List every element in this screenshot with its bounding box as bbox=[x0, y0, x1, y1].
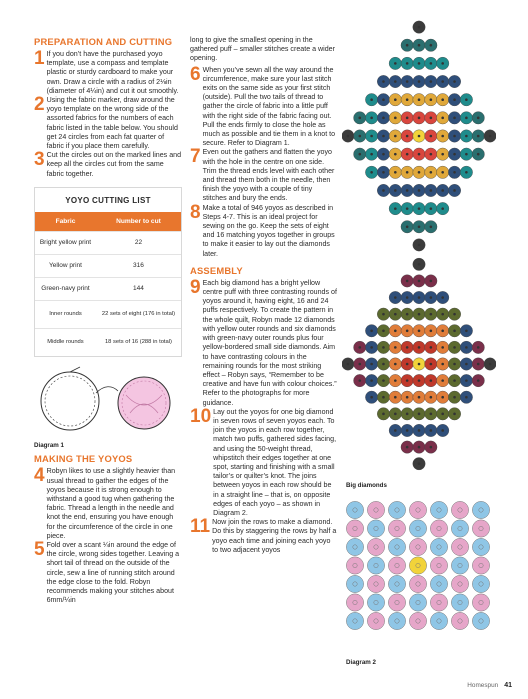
yoyo-center bbox=[418, 207, 421, 210]
diagram-yoyo bbox=[472, 612, 489, 629]
yoyo-center bbox=[453, 363, 456, 366]
diagram-yoyo bbox=[451, 538, 468, 555]
yoyo-center bbox=[370, 171, 373, 174]
diagram-yoyo bbox=[430, 501, 447, 518]
diagram-yoyo bbox=[409, 501, 426, 518]
diagram-yoyo bbox=[409, 538, 426, 555]
yoyo-center bbox=[394, 171, 397, 174]
yoyo-center bbox=[418, 379, 421, 382]
yoyo-center bbox=[382, 189, 385, 192]
table-row bbox=[35, 328, 181, 356]
yoyo-center bbox=[430, 98, 433, 101]
assembly-heading: ASSEMBLY bbox=[190, 264, 243, 276]
table-cell: 22 bbox=[96, 231, 181, 254]
yoyo-center bbox=[382, 98, 385, 101]
yoyo-center bbox=[418, 171, 421, 174]
yoyo-center bbox=[406, 296, 409, 299]
yoyo-center bbox=[394, 313, 397, 316]
table-title: YOYO CUTTING LIST bbox=[65, 195, 151, 205]
yoyo-center bbox=[465, 346, 468, 349]
yoyos-heading: MAKING THE YOYOS bbox=[34, 453, 133, 465]
yoyo-center bbox=[347, 135, 350, 138]
yoyo-center bbox=[406, 62, 409, 65]
yoyo-center bbox=[418, 296, 421, 299]
instruction-step bbox=[34, 96, 182, 151]
yoyo-center bbox=[489, 135, 492, 138]
yoyo-center bbox=[430, 171, 433, 174]
yoyo-center bbox=[347, 363, 350, 366]
yoyo-center bbox=[418, 62, 421, 65]
instruction-step bbox=[190, 518, 338, 555]
step-text: Even out the gathers and flatten the yoyo with the hole in the centre on one side. Trim the thread ends level with each other and thread them both in the needle, then finish the yoyo with a couple of tiny stitches and bury the ends. bbox=[202, 148, 335, 203]
yoyo-center bbox=[382, 117, 385, 120]
step-number: 8 bbox=[190, 201, 201, 223]
yoyo-center bbox=[465, 379, 468, 382]
yoyo-center bbox=[430, 363, 433, 366]
big-diamonds-caption: Big diamonds bbox=[346, 482, 387, 489]
diagram-yoyo bbox=[451, 594, 468, 611]
yoyo-center bbox=[394, 396, 397, 399]
yoyo-center bbox=[418, 363, 421, 366]
yoyo-center bbox=[441, 313, 444, 316]
yoyo-steps bbox=[34, 467, 182, 605]
table-cell: Yellow print bbox=[35, 254, 96, 277]
yoyo-center bbox=[370, 363, 373, 366]
diagram-yoyo bbox=[430, 575, 447, 592]
yoyo-center bbox=[430, 80, 433, 83]
diagram-yoyo bbox=[367, 501, 384, 518]
instruction-step bbox=[190, 148, 338, 203]
yoyo-center bbox=[394, 117, 397, 120]
yoyo-center bbox=[394, 296, 397, 299]
instruction-step bbox=[190, 63, 338, 149]
yoyo-center bbox=[441, 296, 444, 299]
yoyo-center bbox=[406, 413, 409, 416]
table-header-fabric: Fabric bbox=[35, 212, 96, 232]
yoyo-center bbox=[465, 117, 468, 120]
diagram-yoyo bbox=[388, 575, 405, 592]
yoyo-center bbox=[394, 189, 397, 192]
yoyo-center bbox=[430, 44, 433, 47]
yoyo-center bbox=[441, 207, 444, 210]
table-row bbox=[35, 277, 181, 300]
table-row bbox=[35, 300, 181, 328]
diagram-yoyo bbox=[451, 501, 468, 518]
diagram-yoyo bbox=[346, 557, 363, 574]
diagram-yoyo bbox=[430, 612, 447, 629]
step-number: 10 bbox=[190, 405, 212, 427]
magazine-name: Homespun bbox=[467, 682, 499, 689]
yoyo-center bbox=[477, 363, 480, 366]
table-cell: 22 sets of eight (176 in total) bbox=[96, 300, 181, 328]
yoyo-center bbox=[441, 189, 444, 192]
yoyo-center bbox=[465, 329, 468, 332]
yoyo-center bbox=[441, 135, 444, 138]
step-text: Lay out the yoyos for one big diamond in seven rows of seven yoyos each. To join the yoyos in each row together, match two puffs, gathered sides facing, and using the 50-weight thread, whipstitch their edges together at one spot, starting and finishing with a small tailor’s or quilter’s knot. The joins between yoyos in each row should be in a straight line – that is, on opposite edges of each yoyo – as shown in Diagram 2. bbox=[213, 407, 337, 517]
diagram-yoyo bbox=[472, 538, 489, 555]
yoyo-center bbox=[394, 62, 397, 65]
yoyo-center bbox=[406, 396, 409, 399]
yoyo-center bbox=[453, 346, 456, 349]
yoyo-center bbox=[370, 98, 373, 101]
yoyo-center bbox=[418, 329, 421, 332]
diagram-1-caption: Diagram 1 bbox=[34, 442, 64, 450]
yoyo-center bbox=[418, 313, 421, 316]
instruction-step bbox=[34, 467, 182, 541]
step-number: 1 bbox=[34, 48, 45, 69]
yoyo-center bbox=[441, 329, 444, 332]
yoyo-center bbox=[430, 329, 433, 332]
yoyo-center bbox=[382, 80, 385, 83]
column-2 bbox=[190, 36, 338, 555]
yoyo-center bbox=[430, 280, 433, 283]
diagram-yoyo bbox=[430, 557, 447, 574]
yoyo-center bbox=[406, 189, 409, 192]
yoyo-center bbox=[441, 153, 444, 156]
instruction-step bbox=[34, 50, 182, 96]
yoyo-center bbox=[453, 396, 456, 399]
diagram-1 bbox=[34, 365, 182, 450]
yoyo-center bbox=[358, 346, 361, 349]
yoyo-stitch-illustration bbox=[34, 365, 182, 437]
diagram-yoyo bbox=[409, 612, 426, 629]
yoyo-center bbox=[418, 153, 421, 156]
diagram-yoyo bbox=[388, 557, 405, 574]
page-footer bbox=[467, 682, 512, 689]
diagram-yoyo bbox=[388, 612, 405, 629]
cutting-list-table bbox=[34, 187, 182, 358]
step-text: If you don’t have the purchased yoyo template, use a compass and template plastic or sturdy cardboard to make your own. Draw a circle with a radius of 2⅛in (diameter of 4¼in) and cut it out smoothly. bbox=[46, 50, 179, 95]
diagram-yoyo bbox=[472, 557, 489, 574]
yoyo-center bbox=[441, 171, 444, 174]
yoyo-center bbox=[382, 135, 385, 138]
diagram-yoyo bbox=[430, 594, 447, 611]
yoyo-center bbox=[382, 363, 385, 366]
yoyo-center bbox=[394, 379, 397, 382]
yoyo-center bbox=[441, 346, 444, 349]
diagram-yoyo bbox=[388, 594, 405, 611]
step-text: Using the fabric marker, draw around the yoyo template on the wrong side of the assorted fabrics for the numbers of each fabric listed in the table below. You should get 24 circles from each fat quarter of fabric if you place them carefully. bbox=[46, 96, 178, 151]
yoyo-center bbox=[418, 225, 421, 228]
diagram-yoyo bbox=[367, 520, 384, 537]
diagram-yoyo bbox=[346, 612, 363, 629]
diagram-2-yoyo-grid bbox=[343, 500, 493, 630]
yoyo-center bbox=[465, 171, 468, 174]
table-cell: Inner rounds bbox=[35, 300, 96, 328]
diagram-yoyo bbox=[367, 557, 384, 574]
yoyo-center bbox=[406, 207, 409, 210]
yoyo-center bbox=[418, 44, 421, 47]
step-number: 7 bbox=[190, 146, 201, 168]
yoyo-center bbox=[430, 346, 433, 349]
yoyo-center bbox=[382, 346, 385, 349]
yoyo-center bbox=[477, 117, 480, 120]
yoyo-center bbox=[406, 346, 409, 349]
step-text: Now join the rows to make a diamond. Do this by staggering the rows by half a yoyo each time and joining each yoyo to two adjacent yoyos bbox=[212, 518, 337, 554]
yoyo-center bbox=[430, 207, 433, 210]
instruction-step bbox=[190, 405, 338, 518]
yoyo-center bbox=[370, 153, 373, 156]
yoyo-center bbox=[406, 98, 409, 101]
diagram-yoyo bbox=[367, 575, 384, 592]
yoyo-center bbox=[453, 413, 456, 416]
diagram-yoyo bbox=[451, 557, 468, 574]
yoyo-center bbox=[418, 117, 421, 120]
diagram-yoyo bbox=[346, 520, 363, 537]
yoyo-center bbox=[453, 379, 456, 382]
step-text: Make a total of 946 yoyos as described in Steps 4-7. This is an ideal project for sewing on the go. Keep the sets of eight and 16 matching yoyos together in groups to make it easier to lay out the diamonds later. bbox=[202, 203, 335, 258]
yoyo-center bbox=[370, 135, 373, 138]
yoyo-center bbox=[441, 363, 444, 366]
table-cell: 18 sets of 16 (288 in total) bbox=[96, 328, 181, 356]
yoyo-center bbox=[382, 329, 385, 332]
table-cell: Middle rounds bbox=[35, 328, 96, 356]
step-text: Fold over a scant ¼in around the edge of the circle, wrong sides together. Leaving a short tail of thread on the outside of the circle, sew a line of running stitch around the edge close to the fold. Robyn recommends making your stitches about 6mm/¼in bbox=[46, 540, 180, 605]
table-cell: Bright yellow print bbox=[35, 231, 96, 254]
yoyo-center bbox=[453, 98, 456, 101]
step-text: Cut the circles out on the marked lines and keep all the circles cut from the same fabric together. bbox=[46, 151, 182, 178]
yoyo-center bbox=[465, 153, 468, 156]
table-cell: 144 bbox=[96, 277, 181, 300]
yoyo-center bbox=[418, 244, 421, 247]
yoyo-center bbox=[406, 135, 409, 138]
yoyo-center bbox=[370, 329, 373, 332]
yoyo-center bbox=[406, 225, 409, 228]
assembly-steps bbox=[190, 276, 338, 555]
diagram-yoyo bbox=[388, 501, 405, 518]
table-header-count: Number to cut bbox=[96, 212, 181, 232]
yoyo-center bbox=[370, 117, 373, 120]
yoyo-center bbox=[418, 26, 421, 29]
yoyo-center bbox=[358, 363, 361, 366]
yoyo-center bbox=[453, 171, 456, 174]
yoyo-center bbox=[394, 363, 397, 366]
yoyo-center bbox=[418, 396, 421, 399]
yoyo-center bbox=[441, 413, 444, 416]
step-number: 4 bbox=[34, 465, 45, 487]
yoyo-center bbox=[430, 135, 433, 138]
yoyo-center bbox=[441, 62, 444, 65]
yoyo-center bbox=[418, 413, 421, 416]
yoyo-center bbox=[418, 263, 421, 266]
yoyo-center bbox=[430, 225, 433, 228]
yoyo-center bbox=[453, 153, 456, 156]
yoyo-center bbox=[430, 117, 433, 120]
yoyo-center bbox=[406, 429, 409, 432]
column-1 bbox=[34, 36, 182, 605]
diagram-yoyo bbox=[388, 538, 405, 555]
yoyo-center bbox=[394, 207, 397, 210]
diagram-yoyo bbox=[346, 575, 363, 592]
yoyo-center bbox=[358, 117, 361, 120]
yoyo-center bbox=[453, 117, 456, 120]
diagram-yoyo bbox=[346, 594, 363, 611]
diagram-yoyo bbox=[409, 594, 426, 611]
yoyo-center bbox=[430, 296, 433, 299]
table-row bbox=[35, 254, 181, 277]
yoyo-center bbox=[358, 135, 361, 138]
instruction-step bbox=[34, 538, 182, 605]
yoyo-center bbox=[382, 396, 385, 399]
step-number: 11 bbox=[190, 516, 211, 538]
yoyo-center bbox=[465, 363, 468, 366]
diagram-2-caption: Diagram 2 bbox=[346, 659, 376, 666]
yoyo-center bbox=[406, 363, 409, 366]
yoyo-center bbox=[382, 171, 385, 174]
yoyo-center bbox=[418, 135, 421, 138]
diagram-yoyo bbox=[472, 575, 489, 592]
yoyo-center bbox=[382, 153, 385, 156]
yoyo-center bbox=[418, 189, 421, 192]
yoyo-center bbox=[465, 135, 468, 138]
yoyo-center bbox=[418, 80, 421, 83]
step-number: 6 bbox=[190, 63, 201, 85]
yoyo-center bbox=[394, 329, 397, 332]
diagram-yoyo bbox=[367, 612, 384, 629]
instruction-step bbox=[34, 151, 182, 179]
yoyo-center bbox=[382, 313, 385, 316]
yoyo-center bbox=[453, 329, 456, 332]
step-number: 3 bbox=[34, 149, 45, 171]
yoyo-center bbox=[477, 379, 480, 382]
step-number: 9 bbox=[190, 276, 201, 298]
diagram-yoyo bbox=[472, 594, 489, 611]
yoyo-center bbox=[430, 379, 433, 382]
prep-steps bbox=[34, 50, 182, 179]
yoyo-center bbox=[406, 80, 409, 83]
page-number: 41 bbox=[504, 682, 512, 689]
yoyo-center bbox=[394, 98, 397, 101]
yoyo-center bbox=[394, 80, 397, 83]
instruction-step bbox=[190, 201, 338, 259]
yoyo-center bbox=[370, 346, 373, 349]
yoyo-center bbox=[406, 117, 409, 120]
yoyo-center bbox=[441, 117, 444, 120]
yoyo-center bbox=[370, 396, 373, 399]
table-cell: Green-navy print bbox=[35, 277, 96, 300]
diagram-yoyo bbox=[388, 520, 405, 537]
yoyo-center bbox=[394, 135, 397, 138]
yoyo-center bbox=[453, 135, 456, 138]
yoyo-center bbox=[358, 153, 361, 156]
yoyo-center bbox=[370, 379, 373, 382]
yoyo-center bbox=[418, 346, 421, 349]
diagram-yoyo bbox=[430, 520, 447, 537]
yoyo-center bbox=[430, 313, 433, 316]
yoyo-center bbox=[441, 80, 444, 83]
yoyo-center bbox=[441, 379, 444, 382]
table-cell: 316 bbox=[96, 254, 181, 277]
yoyo-center bbox=[394, 413, 397, 416]
yoyo-center bbox=[477, 153, 480, 156]
yoyo-center bbox=[418, 280, 421, 283]
diagram-yoyo bbox=[367, 594, 384, 611]
yoyo-center bbox=[477, 135, 480, 138]
yoyo-center bbox=[430, 153, 433, 156]
yoyo-center bbox=[394, 153, 397, 156]
diagram-yoyo bbox=[451, 520, 468, 537]
yoyo-center bbox=[406, 379, 409, 382]
instruction-step bbox=[190, 276, 338, 408]
step-text: Robyn likes to use a slightly heavier than usual thread to gather the edges of the yoyos because it is strong enough to withstand a good tug when gathering the fabric. Thread a length in the needle and knot the end, ensuring you have enough for the circumference of the circle in one piece. bbox=[46, 467, 176, 540]
yoyo-center bbox=[453, 189, 456, 192]
yoyo-center bbox=[465, 98, 468, 101]
table-row bbox=[35, 231, 181, 254]
yoyo-center bbox=[406, 171, 409, 174]
yoyo-center bbox=[441, 98, 444, 101]
big-diamond-photo-bottom bbox=[342, 256, 496, 472]
yoyo-center bbox=[430, 62, 433, 65]
yoyo-center bbox=[406, 313, 409, 316]
yoyo-center bbox=[430, 396, 433, 399]
diagram-yoyo bbox=[430, 538, 447, 555]
diagram-yoyo bbox=[346, 538, 363, 555]
yoyo-center bbox=[441, 429, 444, 432]
yoyo-center bbox=[406, 446, 409, 449]
yoyo-center bbox=[358, 379, 361, 382]
diagram-yoyo bbox=[409, 520, 426, 537]
yoyo-center bbox=[430, 446, 433, 449]
yoyo-center bbox=[406, 329, 409, 332]
yoyo-center bbox=[489, 363, 492, 366]
yoyo-center bbox=[453, 80, 456, 83]
diagram-yoyo bbox=[472, 520, 489, 537]
prep-heading: PREPARATION AND CUTTING bbox=[34, 36, 173, 47]
yoyo-center bbox=[382, 379, 385, 382]
diagram-yoyo bbox=[409, 575, 426, 592]
yoyo-center bbox=[418, 462, 421, 465]
big-diamond-photo-top bbox=[342, 18, 496, 254]
yoyo-center bbox=[406, 153, 409, 156]
step-number: 5 bbox=[34, 538, 45, 560]
step-number: 2 bbox=[34, 94, 45, 116]
yoyo-center bbox=[441, 396, 444, 399]
yoyo-center bbox=[394, 429, 397, 432]
col2-steps bbox=[190, 63, 338, 259]
yoyo-center bbox=[430, 429, 433, 432]
yoyo-center bbox=[382, 413, 385, 416]
yoyo-center bbox=[430, 413, 433, 416]
yoyo-center bbox=[406, 44, 409, 47]
yoyo-center bbox=[418, 446, 421, 449]
col2-intro-text: long to give the smallest opening in the gathered puff – smaller stitches create a wider opening. bbox=[190, 36, 335, 63]
yoyo-center bbox=[406, 280, 409, 283]
diagram-yoyo bbox=[346, 501, 363, 518]
diagram-yoyo bbox=[367, 538, 384, 555]
yoyo-center bbox=[418, 429, 421, 432]
yoyo-center bbox=[430, 189, 433, 192]
yoyo-center bbox=[394, 346, 397, 349]
yoyo-center bbox=[477, 346, 480, 349]
yoyo-center bbox=[418, 98, 421, 101]
yoyo-center bbox=[453, 313, 456, 316]
step-text: Each big diamond has a bright yellow centre puff with three contrasting rounds of yoyos around it, having eight, 16 and 24 puffs respectively. To create the pattern in the whole quilt, Robyn made 12 diamonds with yellow outer rounds and six diamonds with green-navy outer rounds plus four yellow-bordered small side diamonds. Aim to have contrasting colours in the remaining rounds for the most striking effect – Robyn says, “Remember to be creative and have fun with colour choices.” Refer to the photographs for more guidance. bbox=[202, 278, 337, 407]
diagram-yoyo bbox=[472, 501, 489, 518]
diagram-yoyo bbox=[409, 557, 426, 574]
yoyo-center bbox=[465, 396, 468, 399]
diagram-yoyo bbox=[451, 575, 468, 592]
diagram-yoyo bbox=[451, 612, 468, 629]
step-text: When you’ve sewn all the way around the circumference, make sure your last stitch exits on the same side as your first stitch (outside). Pull the two tails of thread to gather the circle of fabric into a little puff with the right side of the fabric facing out. Pull the ends firmly to close the hole as much as possible and tie them in a knot to secure. Refer to Diagram 1. bbox=[202, 65, 336, 148]
